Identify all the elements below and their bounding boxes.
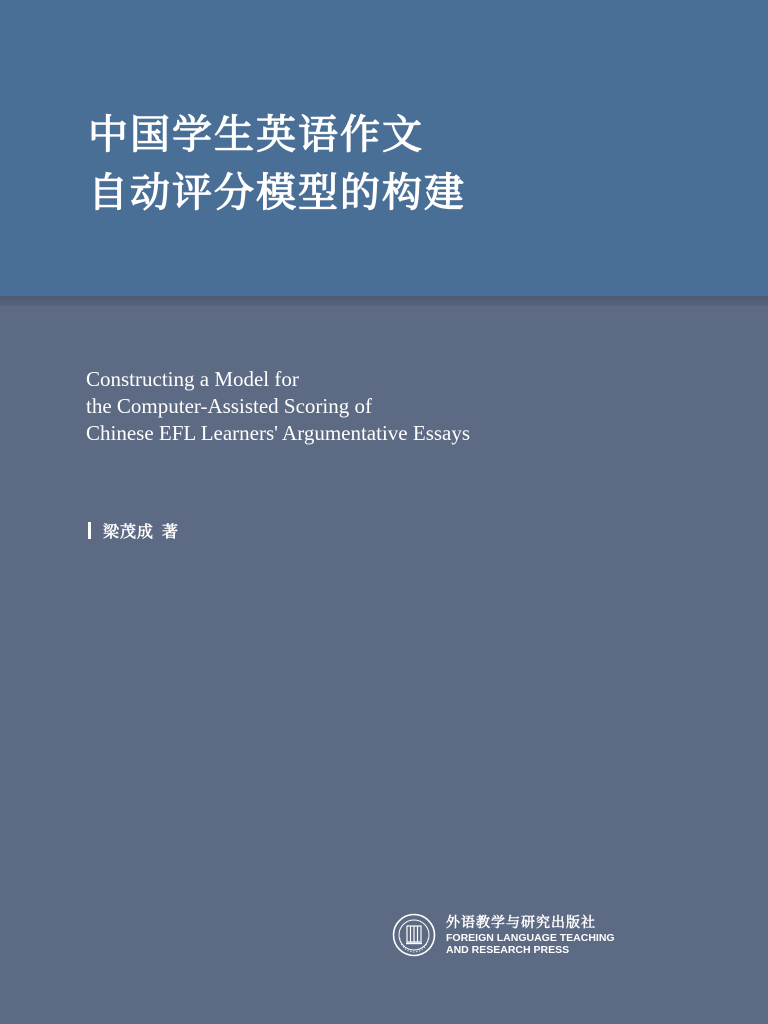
publisher-block [392,913,615,957]
publisher-seal-icon [392,913,436,957]
band-divider [0,296,768,306]
publisher-name-en-line-2: AND RESEARCH PRESS [446,944,570,956]
english-title-line-1: Constructing a Model for [86,367,299,391]
author-line [88,519,178,542]
english-title [86,366,470,447]
english-title-line-3: Chinese EFL Learners' Argumentative Essays [86,421,471,445]
author-marker [88,522,91,539]
publisher-name-cn: 外语教学与研究出版社 [446,915,596,931]
english-title-line-2: the Computer-Assisted Scoring of [86,394,372,418]
author-name: 梁茂成 [103,522,155,541]
publisher-name-en-line-1: FOREIGN LANGUAGE TEACHING [446,932,615,944]
chinese-title-line-2: 自动评分模型的构建 [88,170,466,216]
chinese-title [88,106,466,222]
publisher-text [446,914,615,956]
chinese-title-line-1: 中国学生英语作文 [88,112,424,158]
author-role: 著 [162,522,179,541]
